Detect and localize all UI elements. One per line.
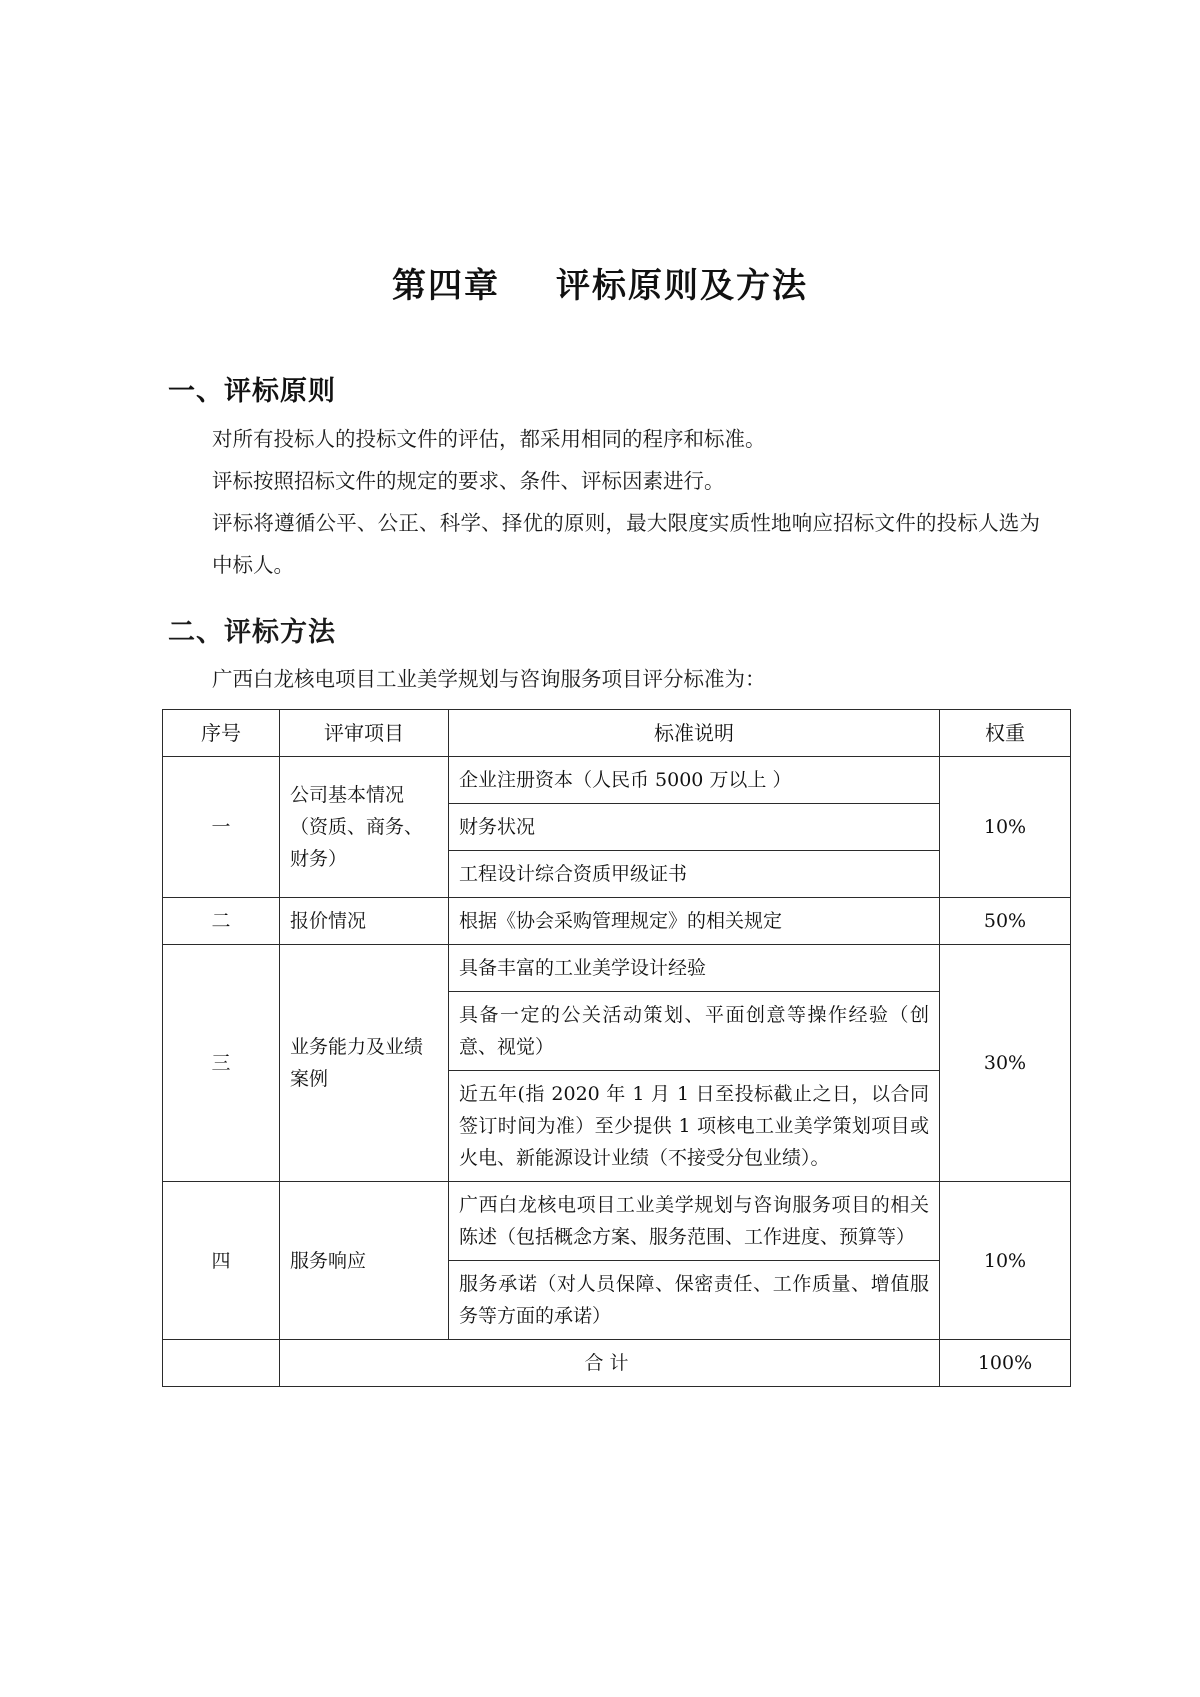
methods-lead-text: 广西白龙核电项目工业美学规划与咨询服务项目评分标准为： [212,667,766,691]
principle-paragraph-2: 评标按照招标文件的规定的要求、条件、评标因素进行。 [212,469,725,493]
section-heading-principles: 一、评标原则 [168,376,336,407]
row-weight-4: 10% [940,1182,1071,1340]
header-weight: 权重 [940,710,1071,757]
principle-paragraph-3: 评标将遵循公平、公正、科学、择优的原则，最大限度实质性地响应招标文件的投标人选为中标人。 [212,511,1040,577]
row-desc-3-3: 近五年(指 2020 年 1 月 1 日至投标截止之日，以合同签订时间为准）至少提供 1 项核电工业美学策划项目或火电、新能源设计业绩（不接受分包业绩）。 [449,1071,940,1182]
row-desc-4-2: 服务承诺（对人员保障、保密责任、工作质量、增值服务等方面的承诺） [449,1261,940,1340]
row-weight-1: 10% [940,757,1071,898]
table-header [163,710,1071,757]
row-no-1: 一 [163,757,280,898]
row-no-4: 四 [163,1182,280,1340]
row-desc-4-1: 广西白龙核电项目工业美学规划与咨询服务项目的相关陈述（包括概念方案、服务范围、工作进度、预算等） [449,1182,940,1261]
row-item-3: 业务能力及业绩案例 [280,945,449,1182]
page-title-text: 评标原则及方法 [556,266,808,306]
table-total-row [163,1340,1071,1387]
row-desc-1-2: 财务状况 [449,804,940,851]
principle-paragraph-1: 对所有投标人的投标文件的评估，都采用相同的程序和标准。 [212,427,766,451]
section-heading-methods: 二、评标方法 [168,617,336,648]
row-no-2: 二 [163,898,280,945]
total-label: 合计 [280,1340,940,1387]
row-weight-2: 50% [940,898,1071,945]
row-weight-3: 30% [940,945,1071,1182]
header-no: 序号 [163,710,280,757]
table-row [163,757,1071,804]
page-title-chapter: 第四章 [392,266,500,306]
table-row [163,898,1071,945]
header-item: 评审项目 [280,710,449,757]
row-no-3: 三 [163,945,280,1182]
row-desc-3-2: 具备一定的公关活动策划、平面创意等操作经验（创意、视觉） [449,992,940,1071]
row-desc-3-1: 具备丰富的工业美学设计经验 [449,945,940,992]
row-desc-2-1: 根据《协会采购管理规定》的相关规定 [449,898,940,945]
total-weight: 100% [940,1340,1071,1387]
row-desc-1-3: 工程设计综合资质甲级证书 [449,851,940,898]
table-body [163,757,1071,1387]
row-item-4: 服务响应 [280,1182,449,1340]
table-row [163,945,1071,992]
scoring-table [162,709,1071,1387]
row-desc-1-1: 企业注册资本（人民币 5000 万以上 ） [449,757,940,804]
header-description: 标准说明 [449,710,940,757]
total-empty-cell [163,1340,280,1387]
score-table-wrapper [162,709,1050,1387]
table-header-row [163,710,1071,757]
row-item-2: 报价情况 [280,898,449,945]
page-title [150,258,1050,307]
principles-body [212,418,1040,586]
row-item-1: 公司基本情况（资质、商务、财务） [280,757,449,898]
table-row [163,1182,1071,1261]
